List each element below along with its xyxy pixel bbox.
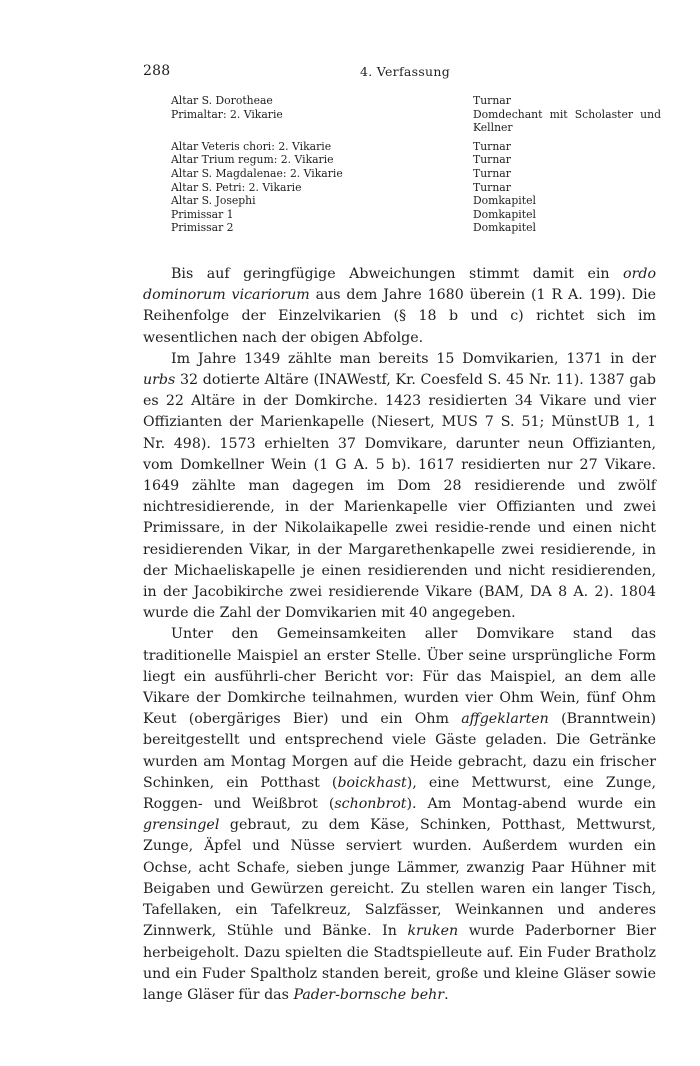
altar-patron: Turnar xyxy=(473,166,511,180)
altar-name: Primissar 1 xyxy=(171,207,234,221)
page-number: 288 xyxy=(143,63,171,79)
table-row xyxy=(171,194,663,208)
text-run: aus dem Jahre 1680 überein (1 R A. 199). Die Reihenfolge der Einzelvikarien (§ 18 b und c) richtet sich im wesentlichen nach der obigen Abfolge. xyxy=(143,287,657,346)
table-row xyxy=(171,208,663,222)
text-run: gebraut, zu dem Käse, Schinken, Potthast, Mettwurst, Zunge, Äpfel und Nüsse serviert wurden. Außerdem wurden ein Ochse, acht Schafe, sieben junge Lämmer, zwanzig Paar Hühner mit Beigaben und Gewürzen gereicht. Zu stellen waren ein langer Tisch, Tafellaken, ein Tafelkreuz, Salzfässer, Weinkannen und anderes Zinnwerk, Stühle und Bänke. In xyxy=(143,817,656,940)
text-run: Unter den Gemeinsamkeiten aller Domvikare stand das traditionelle Maispiel an erster Stelle. Über seine ursprüngliche Form liegt ein ausführli-cher Bericht vor: Für das Maispiel, an dem alle Vikare der Domkirche teilnahmen, wurden vier Ohm Wein, fünf Ohm Keut (obergäriges Bier) und ein Ohm xyxy=(143,626,656,728)
italic-term: affgeklarten xyxy=(461,711,549,728)
text-run: wurde Paderborner Bier herbeigeholt. Dazu spielten die Stadtspielleute auf. Ein Fuder Bratholz und ein Fuder Spaltholz standen bereit, große und kleine Gläser sowie lange Gläser für das xyxy=(143,923,656,1003)
text-run: (Branntwein) bereitgestellt und entsprechend viele Gäste geladen. Die Getränke wurden am Montag Morgen auf die Heide gebracht, dazu ein frischer Schinken, ein Potthast ( xyxy=(143,711,657,791)
paragraph-2 xyxy=(143,349,656,625)
altar-table xyxy=(171,94,663,235)
table-row xyxy=(171,167,663,181)
altar-name: Altar S. Petri: 2. Vikarie xyxy=(171,180,302,194)
table-row xyxy=(171,221,663,235)
altar-name: Altar Trium regum: 2. Vikarie xyxy=(171,153,334,167)
italic-term: schonbrot xyxy=(334,796,407,813)
altar-patron: Domkapitel xyxy=(473,194,536,208)
text-run: . xyxy=(444,986,449,1003)
altar-patron: Domkapitel xyxy=(473,221,536,235)
text-run: Im Jahre 1349 zählte man bereits 15 Domvikarien, 1371 in der xyxy=(171,350,656,367)
altar-name: Altar S. Magdalenae: 2. Vikarie xyxy=(171,166,343,180)
altar-patron: Turnar xyxy=(473,180,511,194)
italic-term: kruken xyxy=(407,923,459,940)
table-row xyxy=(171,153,663,167)
altar-patron: Domdechant mit Scholaster und Kellner xyxy=(473,107,661,135)
altar-name: Altar Veteris chori: 2. Vikarie xyxy=(171,139,332,153)
altar-patron: Domkapitel xyxy=(473,207,536,221)
italic-term: boickhast xyxy=(337,774,407,791)
altar-patron: Turnar xyxy=(473,139,511,153)
text-run: 32 dotierte Altäre (INAWestf, Kr. Coesfeld S. 45 Nr. 11). 1387 gab es 22 Altäre in der Domkirche. 1423 residierten 34 Vikare und vier Offizianten der Marienkapelle (Niesert, MUS 7 S. 51; MünstUB 1, 1 Nr. 498). 1573 erhielten 37 Domvikare, darunter neun Offizianten, vom Domkellner Wein (1 G A. 5 b). 1617 residierten nur 27 Vikare. 1649 zählte man dagegen im Dom 28 residierende und zwölf nichtresidierende, in der Marienkapelle vier Offizianten und zwei Primissare, in der Nikolaikapelle zwei residie-rende und einen nicht residierenden Vikar, in der Margarethenkapelle zwei residierende, in der Michaeliskapelle je einen residierenden und nicht residierenden, in der Jacobikirche zwei residierende Vikare (BAM, DA 8 A. 2). 1804 wurde die Zahl der Domvikarien mit 40 angegeben. xyxy=(143,372,656,622)
altar-name: Primissar 2 xyxy=(171,221,234,235)
paragraph-3 xyxy=(143,624,656,1006)
altar-name: Altar S. Dorotheae xyxy=(171,94,273,107)
body-text xyxy=(143,264,656,1006)
table-row xyxy=(171,108,663,135)
table-row xyxy=(171,94,663,108)
paragraph-1 xyxy=(143,264,656,349)
text-run: ), eine Mettwurst, eine Zunge, Roggen- und Weißbrot ( xyxy=(143,774,656,813)
italic-term: Pader-bornsche behr xyxy=(293,986,445,1003)
altar-patron: Turnar xyxy=(473,94,511,107)
text-run: ). Am Montag-abend wurde ein xyxy=(406,796,657,813)
table-row xyxy=(171,181,663,195)
text-run: Bis auf geringfügige Abweichungen stimmt damit ein xyxy=(171,266,624,282)
altar-name: Altar S. Josephi xyxy=(171,194,256,208)
italic-term: grensingel xyxy=(143,817,220,834)
italic-term: ordo dominorum vicariorum xyxy=(143,266,656,304)
table-row xyxy=(171,140,663,154)
running-head: 4. Verfassung xyxy=(360,64,451,79)
altar-patron: Turnar xyxy=(473,153,511,167)
altar-name: Primaltar: 2. Vikarie xyxy=(171,107,283,121)
italic-term: urbs xyxy=(143,372,176,389)
